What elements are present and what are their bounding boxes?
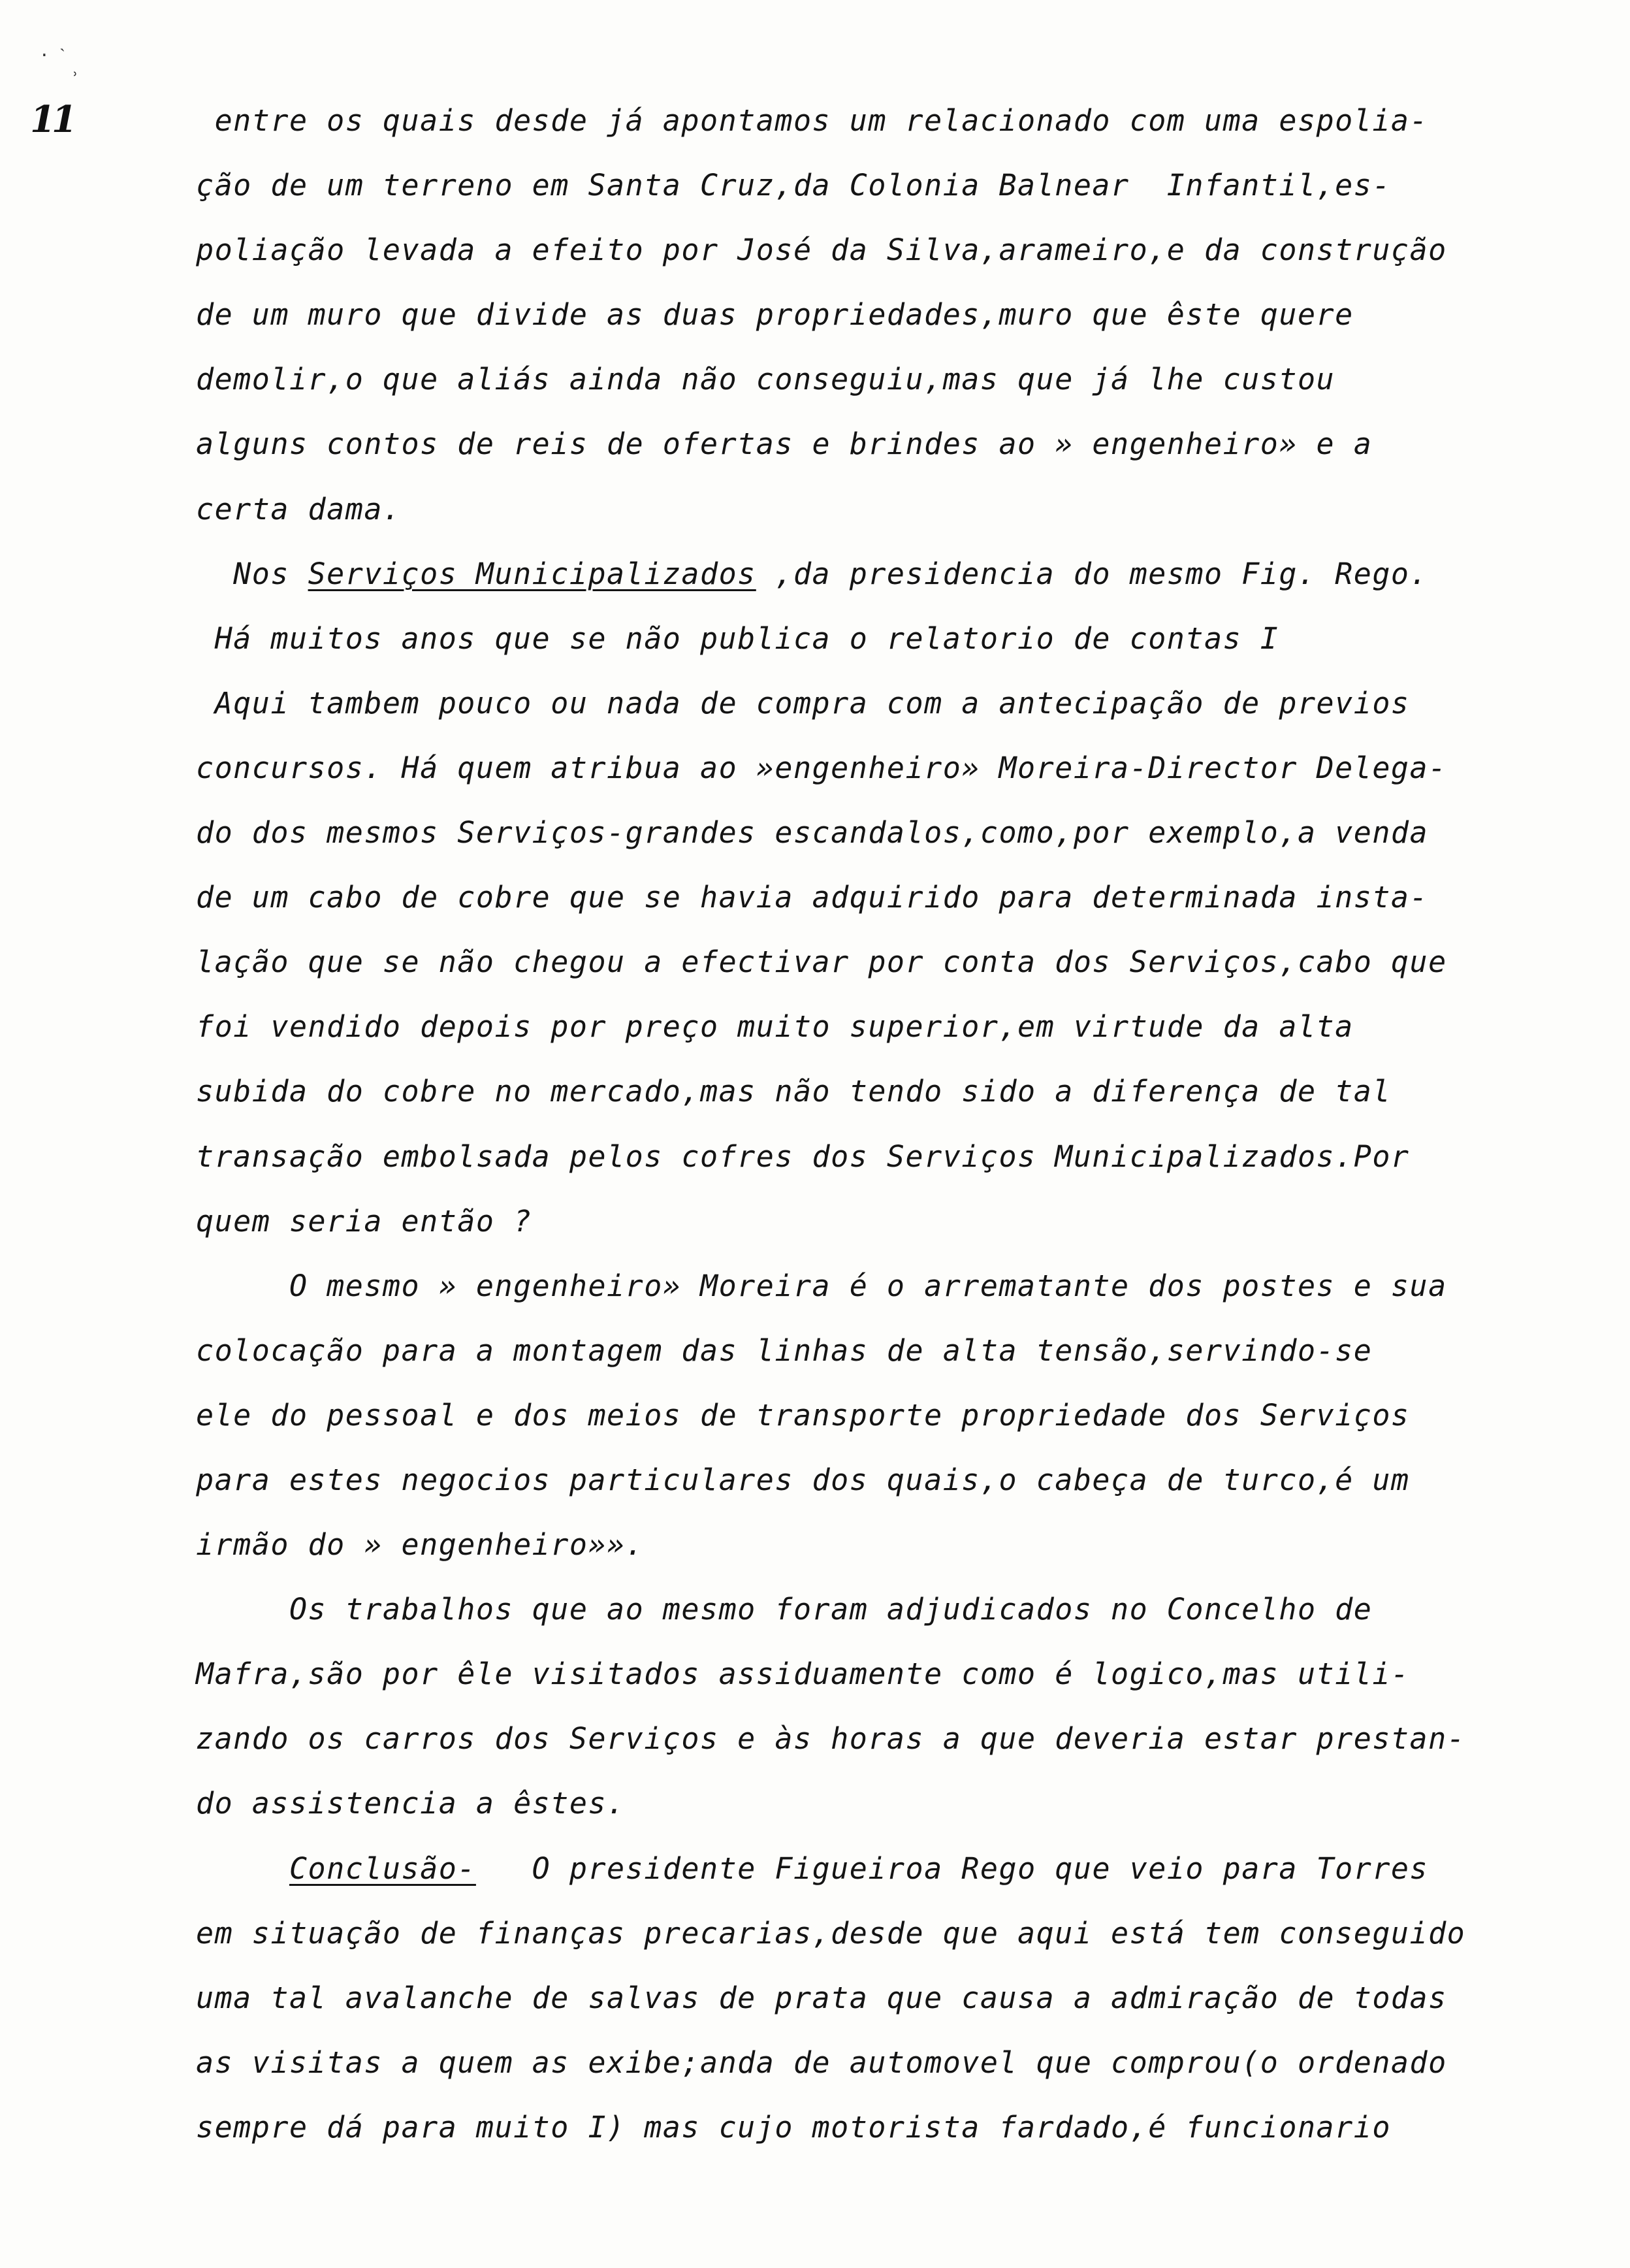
text-line: certa dama. [196, 491, 402, 526]
text-line: Os trabalhos que ao mesmo foram adjudicados no Concelho de [196, 1592, 1373, 1627]
underlined-heading-servicos: Serviços Municipalizados [308, 556, 756, 591]
text-line: de um muro que divide as duas propriedades,muro que êste quere [196, 297, 1354, 332]
text-line: poliação levada a efeito por José da Silva,arameiro,e da construção [196, 233, 1447, 268]
text-line: zando os carros dos Serviços e às horas a que deveria estar prestan- [196, 1721, 1466, 1757]
text-line: foi vendido depois por preço muito superior,em virtude da alta [196, 1009, 1354, 1045]
text-line: Mafra,são por êle visitados assiduamente como é logico,mas utili- [196, 1657, 1410, 1692]
text-line: uma tal avalanche de salvas de prata que causa a admiração de todas [196, 1980, 1447, 2015]
typed-text-body [196, 88, 1535, 2160]
text-line: lação que se não chegou a efectivar por conta dos Serviços,cabo que [196, 945, 1447, 980]
text-line: Conclusão- O presidente Figueiroa Rego que veio para Torres [289, 1851, 1429, 1886]
page-number: 11 [30, 98, 73, 141]
text-line: subida do cobre no mercado,mas não tendo sido a diferença de tal [196, 1074, 1391, 1109]
text-line: Nos Serviços Municipalizados ,da presidencia do mesmo Fig. Rego. [196, 556, 1429, 591]
text-line: ção de um terreno em Santa Cruz,da Colonia Balnear Infantil,es- [196, 168, 1391, 203]
text-line: demolir,o que aliás ainda não conseguiu,mas que já lhe custou [196, 362, 1335, 397]
text-line: de um cabo de cobre que se havia adquirido para determinada insta- [196, 880, 1429, 915]
text-line: O mesmo » engenheiro» Moreira é o arrematante dos postes e sua [196, 1268, 1447, 1303]
text-line: as visitas a quem as exibe;anda de automovel que comprou(o ordenado [196, 2045, 1447, 2080]
text-line: irmão do » engenheiro»». [196, 1527, 645, 1563]
text-line: colocação para a montagem das linhas de alta tensão,servindo-se [196, 1333, 1373, 1368]
text-line: do dos mesmos Serviços-grandes escandalos,como,por exemplo,a venda [196, 815, 1429, 850]
text-line: alguns contos de reis de ofertas e brindes ao » engenheiro» e a [196, 427, 1373, 462]
text-line: Há muitos anos que se não publica o relatorio de contas I [196, 621, 1279, 656]
text-line: em situação de finanças precarias,desde que aqui está tem conseguido [196, 1915, 1466, 1951]
text-line: concursos. Há quem atribua ao »engenheiro» Moreira-Director Delega- [196, 750, 1447, 785]
text-line: ele do pessoal e dos meios de transporte propriedade dos Serviços [196, 1397, 1410, 1433]
text-line: Aqui tambem pouco ou nada de compra com a antecipação de previos [196, 685, 1410, 721]
text-line: sempre dá para muito I) mas cujo motorista fardado,é funcionario [196, 2109, 1391, 2145]
text-line: do assistencia a êstes. [196, 1786, 626, 1821]
text-line: para estes negocios particulares dos quais,o cabeça de turco,é um [196, 1462, 1410, 1497]
text-line: entre os quais desde já apontamos um relacionado com uma espolia- [196, 103, 1429, 138]
paper-specks: · ˋ ˒ [39, 46, 80, 85]
text-line: quem seria então ? [196, 1203, 532, 1239]
underlined-heading-conclusao: Conclusão- [289, 1851, 476, 1886]
text-line: transação embolsada pelos cofres dos Serviços Municipalizados.Por [196, 1139, 1410, 1174]
